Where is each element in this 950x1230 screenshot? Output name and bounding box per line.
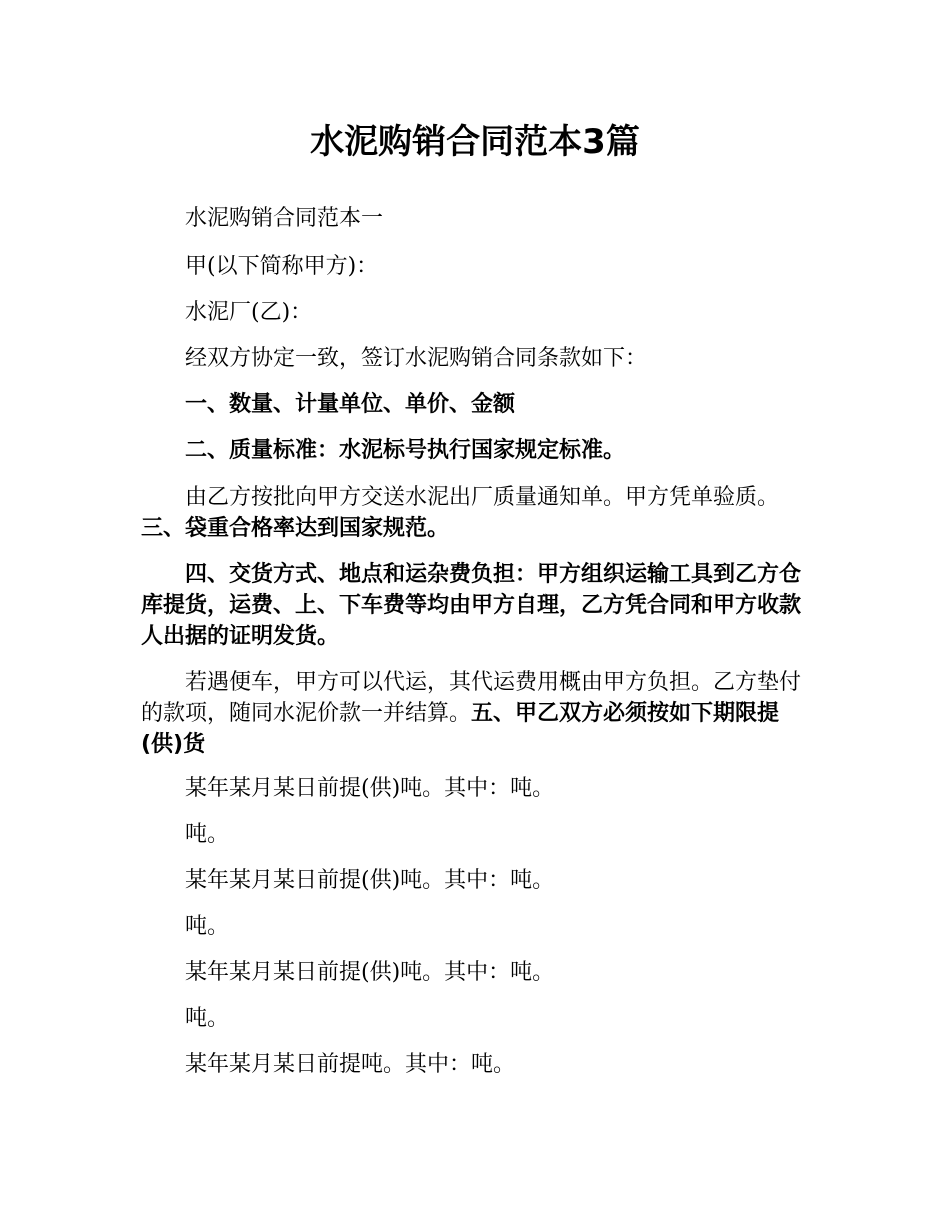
clause-3-heading: 三、袋重合格率达到国家规范。 — [141, 516, 450, 541]
clause-4-paragraph: 四、交货方式、地点和运杂费负担：甲方组织运输工具到乙方仓库提货，运费、上、下车费等均由甲方自理，乙方凭合同和甲方收款人出据的证明发货。 — [141, 562, 802, 649]
document-title: 水泥购销合同范本3篇 — [310, 122, 640, 162]
delivery-schedule-line-4: 某年某月某日前提吨。其中：吨。 — [185, 1052, 516, 1077]
quality-notice-paragraph — [141, 482, 811, 544]
delivery-schedule-sub-3: 吨。 — [185, 1006, 230, 1031]
delivery-schedule-line-2: 某年某月某日前提(供)吨。其中：吨。 — [185, 868, 555, 893]
delivery-schedule-line-1: 某年某月某日前提(供)吨。其中：吨。 — [185, 776, 555, 801]
delivery-schedule-sub-1: 吨。 — [185, 822, 230, 847]
party-b-line: 水泥厂(乙)： — [185, 300, 313, 325]
transport-text: 若遇便车，甲方可以代运，其代运费用概由甲方负担。乙方垫付的款项，随同水泥价款一并结算。 — [141, 670, 802, 726]
transport-paragraph — [141, 667, 811, 760]
quality-notice-text: 由乙方按批向甲方交送水泥出厂质量通知单。甲方凭单验质。 — [185, 485, 780, 510]
agreement-intro: 经双方协定一致，签订水泥购销合同条款如下： — [185, 346, 648, 371]
delivery-schedule-line-3: 某年某月某日前提(供)吨。其中：吨。 — [185, 960, 555, 985]
party-a-line: 甲(以下简称甲方)： — [185, 254, 379, 279]
clause-2-heading: 二、质量标准：水泥标号执行国家规定标准。 — [185, 438, 626, 463]
delivery-schedule-sub-2: 吨。 — [185, 914, 230, 939]
clause-5-heading: 五、甲乙双方必须按如下期限提(供)货 — [141, 701, 780, 757]
contract-subtitle: 水泥购销合同范本一 — [185, 206, 384, 231]
clause-1-heading: 一、数量、计量单位、单价、金额 — [185, 392, 516, 417]
